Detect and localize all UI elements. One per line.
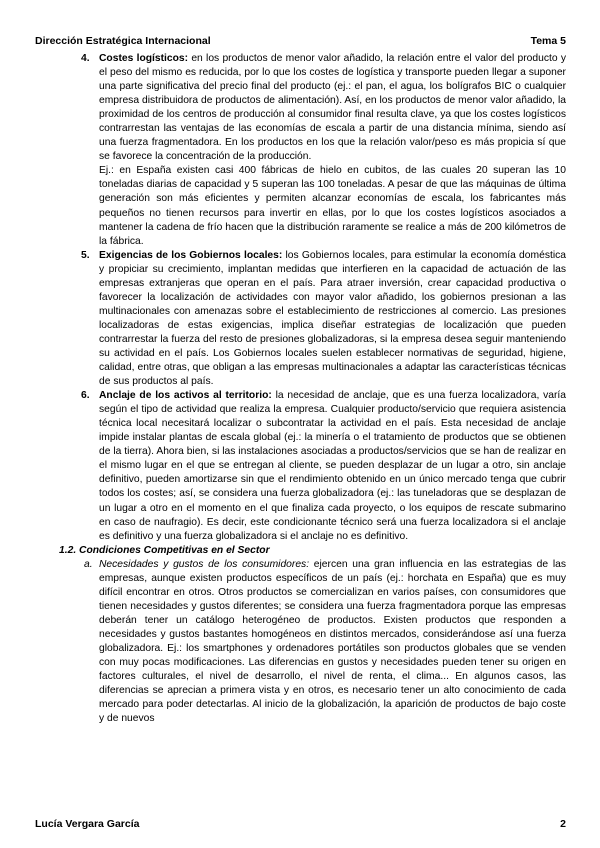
page-footer — [35, 818, 566, 831]
list-item-paragraph — [99, 249, 566, 389]
header-course-title: Dirección Estratégica Internacional — [35, 35, 211, 47]
sublist-item-title: Necesidades y gustos de los consumidores: — [99, 558, 310, 570]
list-item-costes-logisticos — [35, 52, 566, 249]
list-item-anclaje-activos — [35, 389, 566, 544]
section-heading: 1.2. Condiciones Competitivas en el Sector — [59, 544, 270, 556]
list-item-exigencias-gobiernos — [35, 249, 566, 389]
list-item-example: Ej.: en España existen casi 400 fábricas de hielo en cubitos, de las cuales 20 superan las 10 toneladas diarias de capacidad y 5 superan las 100 toneladas. A pesar de que las máquinas de última generación son más eficientes y permiten alcanzar economías de escala, los fabricantes más pequeños no tienen recursos para invertir en ellas, por lo que los costes logísticos asociados a mantener la cadena de frío hacen que la distribución raramente se realice a más de 200 kilómetros de la fábrica. — [99, 165, 566, 247]
list-item-title: Anclaje de los activos al territorio: — [99, 390, 272, 402]
list-item-number: 6. — [81, 390, 90, 402]
list-item-paragraph — [99, 52, 566, 164]
footer-author: Lucía Vergara García — [35, 818, 140, 830]
list-item-title: Exigencias de los Gobiernos locales: — [99, 249, 283, 261]
sublist-item-necesidades — [35, 558, 566, 727]
sublist-item-paragraph — [99, 558, 566, 727]
page-header — [35, 35, 566, 48]
sublist-item-letter: a. — [84, 558, 93, 570]
list-item-number: 5. — [81, 249, 90, 261]
list-item-number: 4. — [81, 53, 90, 64]
list-item-text: en los productos de menor valor añadido, la relación entre el valor del producto y el peso del mismo es reducida, por lo que los costes de logística y transporte pueden llegar a suponer una parte significativa del precio final del producto (ej.: el pan, el agua, los bolígrafos BIC o cualquier empresa distribuidora de productos de alimentación). Así, en los productos de menor valor añadido, la proximidad de los centros de producción al consumidor final resulta clave, ya que los costes logísticos contrarrestan las ventajas de las economías de escala a partir de una distancia mínima, siendo así una fuerza fragmentadora. En los productos en los que la relación valor/peso es más propicia sí que se favorece la concentración de la producción. — [99, 53, 566, 163]
sublist-item-text: ejercen una gran influencia en las estrategias de las empresas, aunque existen productos específicos de un país (ej.: horchata en España) que es muy difícil encontrar en otros. Otros productos se comercializan en varios países, con consumidores que tienen necesidades y gustos diferentes; se considera una fuerza fragmentadora porque las empresas deberán tener un catálogo heterogéneo de productos. Existen productos que responden a necesidades y gustos bastantes homogéneos en distintos mercados, considerándose así una fuerza globalizadora. Ej.: los smartphones y ordenadores portátiles son productos globales que se venden con muy pocas modificaciones. Las diferencias en gustos y necesidades pueden tener su origen en factores culturales, el nivel de desarrollo, el nivel de renta, el clima... En algunos casos, las diferencias se aprecian a primera vista y en otros, es necesario tener un alto conocimiento de cada mercado para poder detectarlas. Al inicio de la globalización, la aparición de productos de bajo coste y de nuevos — [99, 558, 566, 725]
page-number: 2 — [560, 818, 566, 830]
list-item-paragraph — [99, 389, 566, 544]
list-item-title: Costes logísticos: — [99, 53, 189, 64]
page-content — [35, 52, 566, 726]
list-item-text: los Gobiernos locales, para estimular la economía doméstica y propiciar su crecimiento, implantan medidas que interfieren en la capacidad de actuación de las empresas extranjeras que operan en el país. Para atraer inversión, crear capacidad productiva o favorecer la localización de actividades con mayor valor añadido, los gobiernos presionan a las multinacionales con amenazas sobre el establecimiento de restricciones al comercio. Las presiones localizadoras de estas exigencias, implica diseñar estrategias de localización que pueden contrarrestar la fuerza del resto de presiones globalizadoras, si la empresa desea seguir manteniendo su actividad en el país. Los Gobiernos locales suelen establecer normativas de seguridad, higiene, calidad, entre otras, que obligan a las empresas multinacionales a adaptar las características técnicas de sus productos al país. — [99, 249, 566, 388]
header-topic: Tema 5 — [530, 35, 566, 47]
list-item-text: la necesidad de anclaje, que es una fuerza localizadora, varía según el tipo de actividad que realiza la empresa. Cualquier producto/servicio que requiera asistencia técnica local necesitará localizar o subcontratar la actividad en el país. Esta necesidad de anclaje impide instalar plantas de escala global (ej.: la minería o el tratamiento de productos que se obtienen de la tierra). Ahora bien, si las instalaciones asociadas a productos/servicios que se han de realizar en el mismo lugar en el que se entregan al cliente, se pueden desplazar de un lugar a otro, sin anclaje definitivo, pueden amortizarse sin que el rendimiento obtenido en un único mercado tenga que cubrir todos los costes; así, se considera una fuerza globalizadora (ej.: las tuneladoras que se desplazan de un lugar a otro en el momento en el que finaliza cada proyecto, o los equipos de rescate submarino en caso de naufragio). Es decir, este condicionante técnico será una fuerza localizadora si el anclaje es definitivo y una fuerza globalizadora si el anclaje no es definitivo. — [99, 390, 566, 542]
